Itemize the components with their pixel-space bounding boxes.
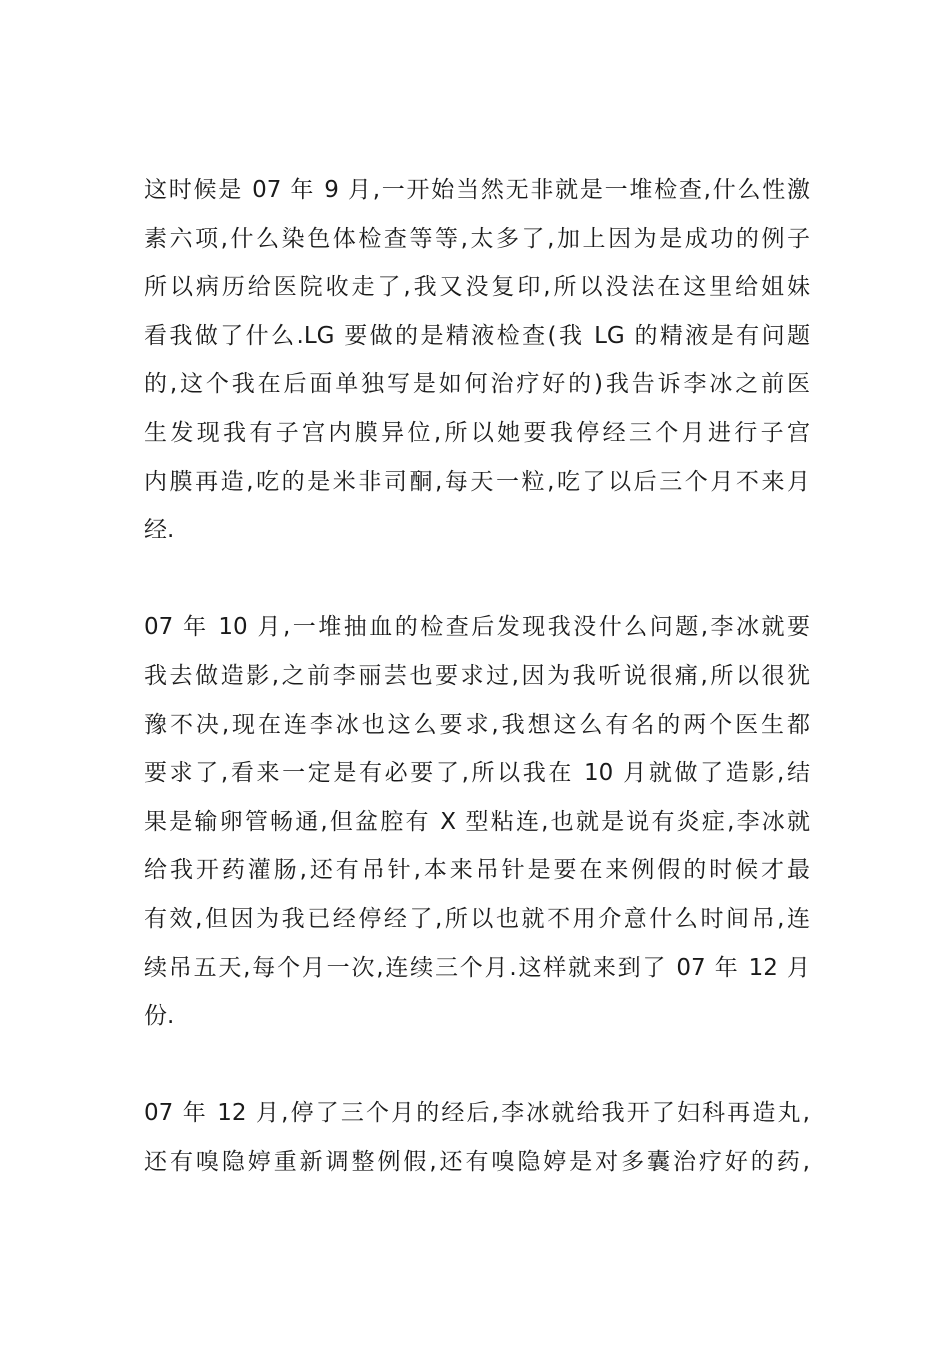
paragraph-3 xyxy=(144,1089,810,1186)
text-line: 续吊五天,每个月一次,连续三个月.这样就来到了 07 年 12 月 xyxy=(144,954,810,981)
paragraph-1 xyxy=(144,166,810,555)
text-line: 所以病历给医院收走了,我又没复印,所以没法在这里给姐妹 xyxy=(144,274,810,301)
document-body xyxy=(144,166,810,1186)
text-line: 的,这个我在后面单独写是如何治疗好的)我告诉李冰之前医 xyxy=(144,371,810,398)
paragraph-2 xyxy=(144,603,810,1040)
text-line: 有效,但因为我已经停经了,所以也就不用介意什么时间吊,连 xyxy=(144,905,810,932)
paragraph-spacer xyxy=(144,555,810,604)
text-line: 生发现我有子宫内膜异位,所以她要我停经三个月进行子宫 xyxy=(144,419,810,446)
paragraph-spacer xyxy=(144,1041,810,1090)
text-line: 素六项,什么染色体检查等等,太多了,加上因为是成功的例子 xyxy=(144,225,810,252)
text-line: 份. xyxy=(144,1003,175,1030)
text-line: 看我做了什么.LG 要做的是精液检查(我 LG 的精液是有问题 xyxy=(144,322,810,349)
text-line: 内膜再造,吃的是米非司酮,每天一粒,吃了以后三个月不来月 xyxy=(144,468,810,495)
text-line: 我去做造影,之前李丽芸也要求过,因为我听说很痛,所以很犹 xyxy=(144,662,810,689)
text-line: 这时候是 07 年 9 月,一开始当然无非就是一堆检查,什么性激 xyxy=(144,177,810,203)
text-line: 果是输卵管畅通,但盆腔有 X 型粘连,也就是说有炎症,李冰就 xyxy=(144,808,810,835)
text-line: 豫不决,现在连李冰也这么要求,我想这么有名的两个医生都 xyxy=(144,711,810,738)
text-line: 07 年 12 月,停了三个月的经后,李冰就给我开了妇科再造丸, xyxy=(144,1100,810,1127)
text-line: 还有嗅隐婷重新调整例假,还有嗅隐婷是对多囊治疗好的药, xyxy=(144,1148,810,1175)
text-line: 给我开药灌肠,还有吊针,本来吊针是要在来例假的时候才最 xyxy=(144,857,810,884)
text-line: 要求了,看来一定是有必要了,所以我在 10 月就做了造影,结 xyxy=(144,760,810,787)
text-line: 经. xyxy=(144,517,175,544)
text-line: 07 年 10 月,一堆抽血的检查后发现我没什么问题,李冰就要 xyxy=(144,614,810,641)
